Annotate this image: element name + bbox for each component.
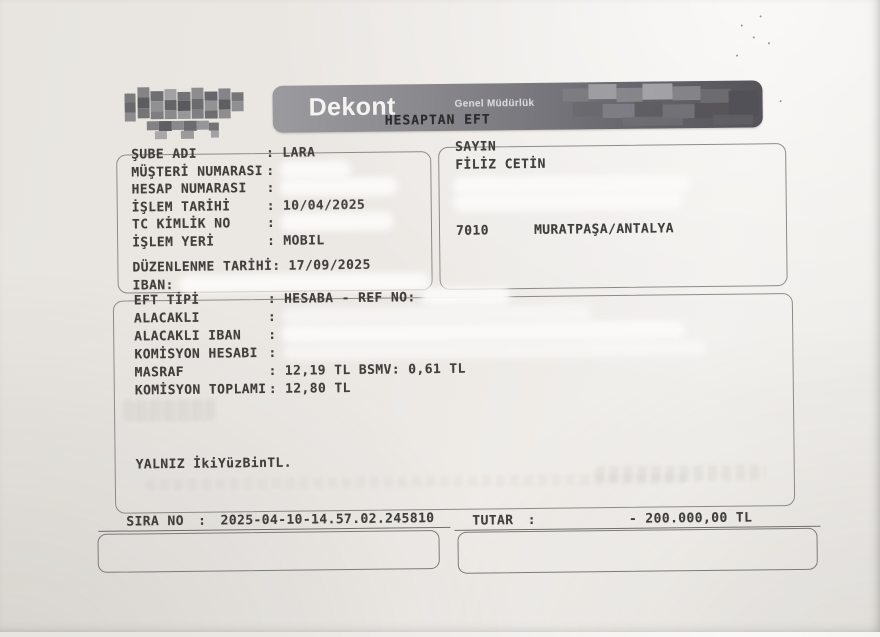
total-amount-value: - 200.000,00 TL — [628, 510, 753, 527]
recipient-box — [438, 139, 788, 290]
serial-number-row — [98, 511, 450, 532]
field-label: İŞLEM YERİ — [132, 234, 215, 250]
redaction-blur — [284, 306, 589, 322]
paper-speckle — [741, 25, 743, 27]
field-label: ALACAKLI IBAN — [134, 328, 242, 345]
colon-separator: : — [268, 381, 278, 397]
transaction-type-title: HESAPTAN EFT — [384, 112, 491, 129]
field-tc-kimlik-no — [132, 213, 431, 234]
serial-number-value: 2025-04-10-14.57.02.245810 — [220, 511, 435, 529]
colon-separator: : — [267, 309, 277, 325]
branch-city: MURATPAŞA/ANTALYA — [533, 221, 674, 238]
empty-stamp-box-left — [97, 530, 439, 573]
colon-separator: : — [266, 163, 275, 179]
colon-separator: : — [165, 277, 174, 293]
field-label: MÜŞTERİ NUMARASI — [131, 163, 264, 180]
field-value: 12,80 TL — [284, 381, 351, 397]
redaction-blur — [282, 163, 348, 177]
field-label: KOMİSYON TOPLAMI — [134, 381, 267, 399]
colon-separator: : — [266, 180, 275, 196]
receipt-title: Dekont — [308, 92, 396, 122]
redaction-blur — [285, 341, 705, 359]
field-value: LARA — [282, 145, 316, 161]
account-info-box — [116, 145, 433, 294]
branch-code: 7010 — [455, 223, 490, 239]
redaction-blur — [424, 289, 508, 303]
field-value: MOBIL — [283, 232, 325, 249]
colon-separator: : — [268, 345, 277, 361]
paper-speckle — [768, 42, 770, 44]
transaction-box — [113, 290, 795, 514]
field-hesap-numarasi — [131, 178, 430, 199]
pixelation-blocks — [124, 82, 253, 145]
recipient-name — [455, 153, 785, 174]
redaction-blur — [284, 323, 682, 341]
field-label: IBAN — [132, 277, 166, 293]
salutation-label: SAYIN — [455, 139, 497, 155]
colon-separator: : — [198, 513, 207, 529]
colon-separator: : — [266, 145, 275, 161]
field-label: ŞUBE ADI — [131, 146, 198, 163]
colon-separator: : — [268, 327, 277, 343]
colon-separator: : — [267, 291, 277, 307]
total-amount-label: TUTAR — [472, 513, 514, 529]
field-label: EFT TİPİ — [133, 292, 200, 309]
field-label: ALACAKLI — [133, 310, 200, 327]
amount-in-words-text: YALNIZ İkiYüzBinTL. — [135, 455, 293, 473]
colon-separator: : — [267, 233, 276, 249]
field-label: MASRAF — [134, 364, 185, 381]
ink-bleed-smudge — [123, 399, 215, 422]
redaction-blur — [455, 177, 687, 192]
bank-logo-redacted — [124, 82, 253, 145]
ink-bleed-smudge — [146, 473, 686, 490]
serial-number-label: SIRA NO — [126, 513, 184, 530]
field-label: İŞLEM TARİHİ — [131, 198, 231, 215]
colon-separator: : — [266, 215, 276, 231]
amount-in-words — [136, 456, 292, 473]
colon-separator: : — [272, 258, 281, 274]
field-label: TC KİMLİK NO — [131, 216, 231, 233]
head-office-label: Genel Müdürlük — [454, 97, 535, 110]
redaction-blur — [283, 180, 395, 194]
field-label: HESAP NUMARASI — [131, 181, 247, 198]
field-label: DÜZENLENME TARİHİ — [132, 258, 273, 276]
paper-speckle — [780, 100, 782, 102]
paper-speckle — [760, 15, 762, 17]
field-label: KOMİSYON HESABI — [134, 346, 258, 363]
colon-separator: : — [268, 363, 277, 379]
recipient-name-text: FİLİZ CETİN — [455, 156, 546, 173]
empty-stamp-box-right — [457, 528, 817, 574]
field-value: 10/04/2025 — [282, 197, 366, 214]
redaction-blur — [283, 215, 391, 229]
colon-separator: : — [266, 198, 276, 214]
receipt-header-bar — [272, 80, 763, 133]
field-value: 17/09/2025 — [288, 257, 371, 274]
recipient-branch-line — [456, 219, 786, 240]
redaction-blur — [456, 194, 680, 209]
header-redaction-pixelation — [562, 80, 763, 129]
paper-speckle — [736, 55, 738, 57]
paper-speckle — [753, 36, 755, 38]
ink-bleed-smudge — [596, 464, 766, 482]
field-value: HESABA - REF NO: — [283, 290, 416, 307]
redaction-blur — [182, 275, 427, 291]
colon-separator: : — [527, 512, 537, 529]
field-value: 12,19 TL BSMV: 0,61 TL — [284, 361, 466, 379]
